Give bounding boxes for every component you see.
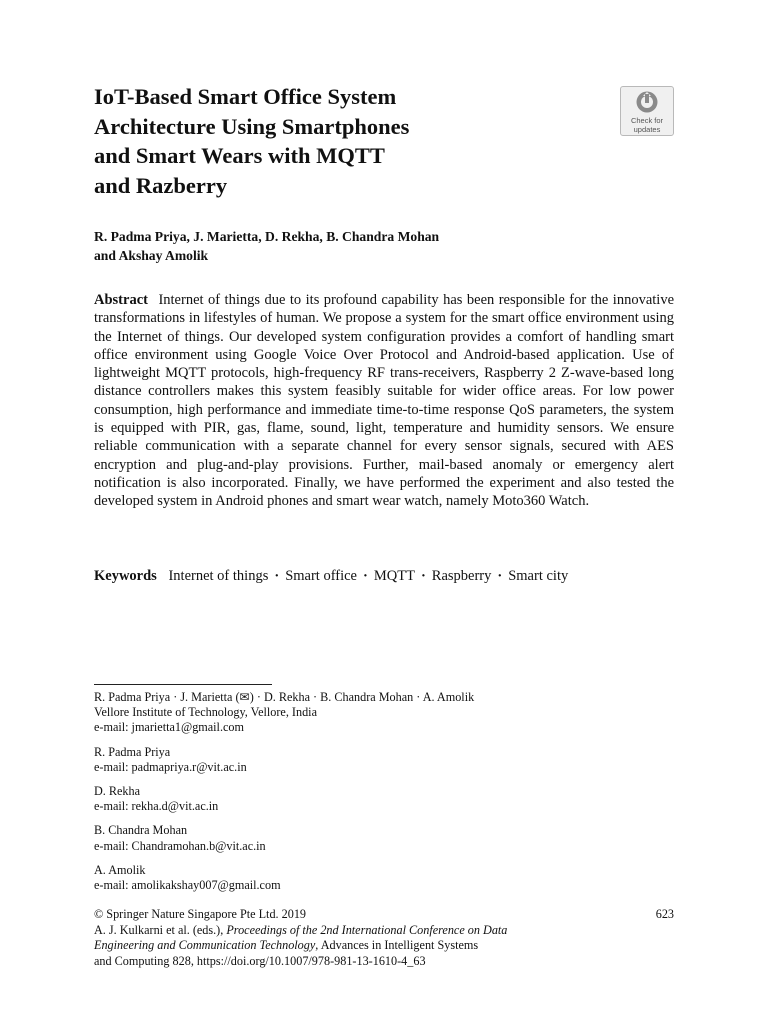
keyword-separator: · — [274, 568, 280, 584]
keywords — [94, 567, 674, 585]
keyword: Smart office — [285, 568, 357, 584]
footnote-names: D. Rekha — [94, 784, 141, 799]
footnote-block — [94, 690, 674, 736]
footnote-block — [94, 745, 674, 775]
publication-footer — [94, 907, 674, 969]
paper-title — [94, 82, 534, 200]
keyword: Smart city — [508, 568, 569, 584]
keyword-separator: · — [497, 568, 503, 584]
author-footnotes — [94, 690, 674, 902]
check-for-updates-icon — [633, 90, 661, 116]
page-number: 623 — [655, 907, 674, 921]
title-line: and Razberry — [94, 172, 228, 198]
abstract-text: Internet of things due to its profound capability has been responsible for the innovative transformations in lifestyles of human. We propose a system for the smart office environment using the Internet of things. Our developed system configuration provides a comfort of handling smart office environment using Google Voice Over Protocol and Android-based application. Use of lightweight MQTT protocols, high-frequency RF trans-receivers, Raspberry 2 Z-wave-based long distance controllers makes this system feasibly suitable for wider office areas. For low power consumption, high performance and immediate time-to-time response QoS parameters, the system is equipped with PIR, gas, flame, sound, light, temperature and humidity sensors. We ensure reliable communication with a separate channel for every sensor signals, secured with AES encryption and plug-and-play provisions. Further, mail-based anomaly or emergency alert notification is also incorporated. Finally, we have performed the experiment and also tested the developed system in Android phones and smart wear watch, namely Moto360 Watch. — [94, 292, 675, 510]
footnote-affiliation: Vellore Institute of Technology, Vellore, India — [94, 705, 317, 720]
footnote-email[interactable]: e-mail: jmarietta1@gmail.com — [94, 720, 244, 735]
keyword-separator: · — [420, 568, 426, 584]
authors-line: R. Padma Priya, J. Marietta, D. Rekha, B. Chandra Mohan — [94, 229, 440, 244]
abstract-heading: Abstract — [94, 292, 148, 308]
check-for-updates-label: updates — [633, 125, 661, 134]
footnote-email[interactable]: e-mail: rekha.d@vit.ac.in — [94, 799, 219, 814]
proceedings-title: Proceedings of the 2nd International Conference on Data — [226, 922, 508, 937]
footnote-block — [94, 823, 674, 853]
title-line: Architecture Using Smartphones — [94, 113, 410, 139]
citation-line — [94, 938, 674, 954]
footnote-names: A. Amolik — [94, 862, 146, 877]
title-line: and Smart Wears with MQTT — [94, 143, 385, 168]
citation-line — [94, 923, 674, 939]
footnote-email[interactable]: e-mail: padmapriya.r@vit.ac.in — [94, 759, 247, 774]
footnote-email[interactable]: e-mail: amolikakshay007@gmail.com — [94, 878, 281, 893]
footnote-names: B. Chandra Mohan — [94, 823, 188, 838]
check-for-updates-label: Check for — [630, 116, 664, 125]
keyword: Internet of things — [168, 568, 269, 584]
author-list — [94, 228, 654, 265]
keyword: Raspberry — [431, 568, 492, 584]
keywords-heading: Keywords — [94, 568, 157, 584]
proceedings-title: Engineering and Communication Technology — [94, 938, 316, 953]
abstract — [94, 291, 674, 511]
doi-line[interactable]: and Computing 828, https://doi.org/10.1007/978-981-13-1610-4_63 — [94, 953, 426, 968]
title-line: IoT-Based Smart Office System — [94, 84, 397, 109]
keyword: MQTT — [373, 568, 415, 584]
copyright-line: © Springer Nature Singapore Pte Ltd. 2019 — [94, 907, 307, 921]
footnote-rule — [94, 684, 272, 685]
check-for-updates-badge[interactable] — [620, 86, 674, 136]
footnote-email[interactable]: e-mail: Chandramohan.b@vit.ac.in — [94, 838, 266, 853]
authors-line: and Akshay Amolik — [94, 247, 209, 263]
series-name: , Advances in Intelligent Systems — [315, 938, 479, 953]
footnote-names: R. Padma Priya — [94, 744, 171, 759]
footnote-block — [94, 863, 674, 893]
keyword-separator: · — [363, 568, 368, 584]
paper-page — [94, 0, 674, 1024]
footnote-names: R. Padma Priya · J. Marietta (✉) · D. Rekha · B. Chandra Mohan · A. Amolik — [94, 690, 475, 704]
footnote-block — [94, 784, 674, 814]
editors: A. J. Kulkarni et al. (eds.), — [94, 922, 227, 937]
